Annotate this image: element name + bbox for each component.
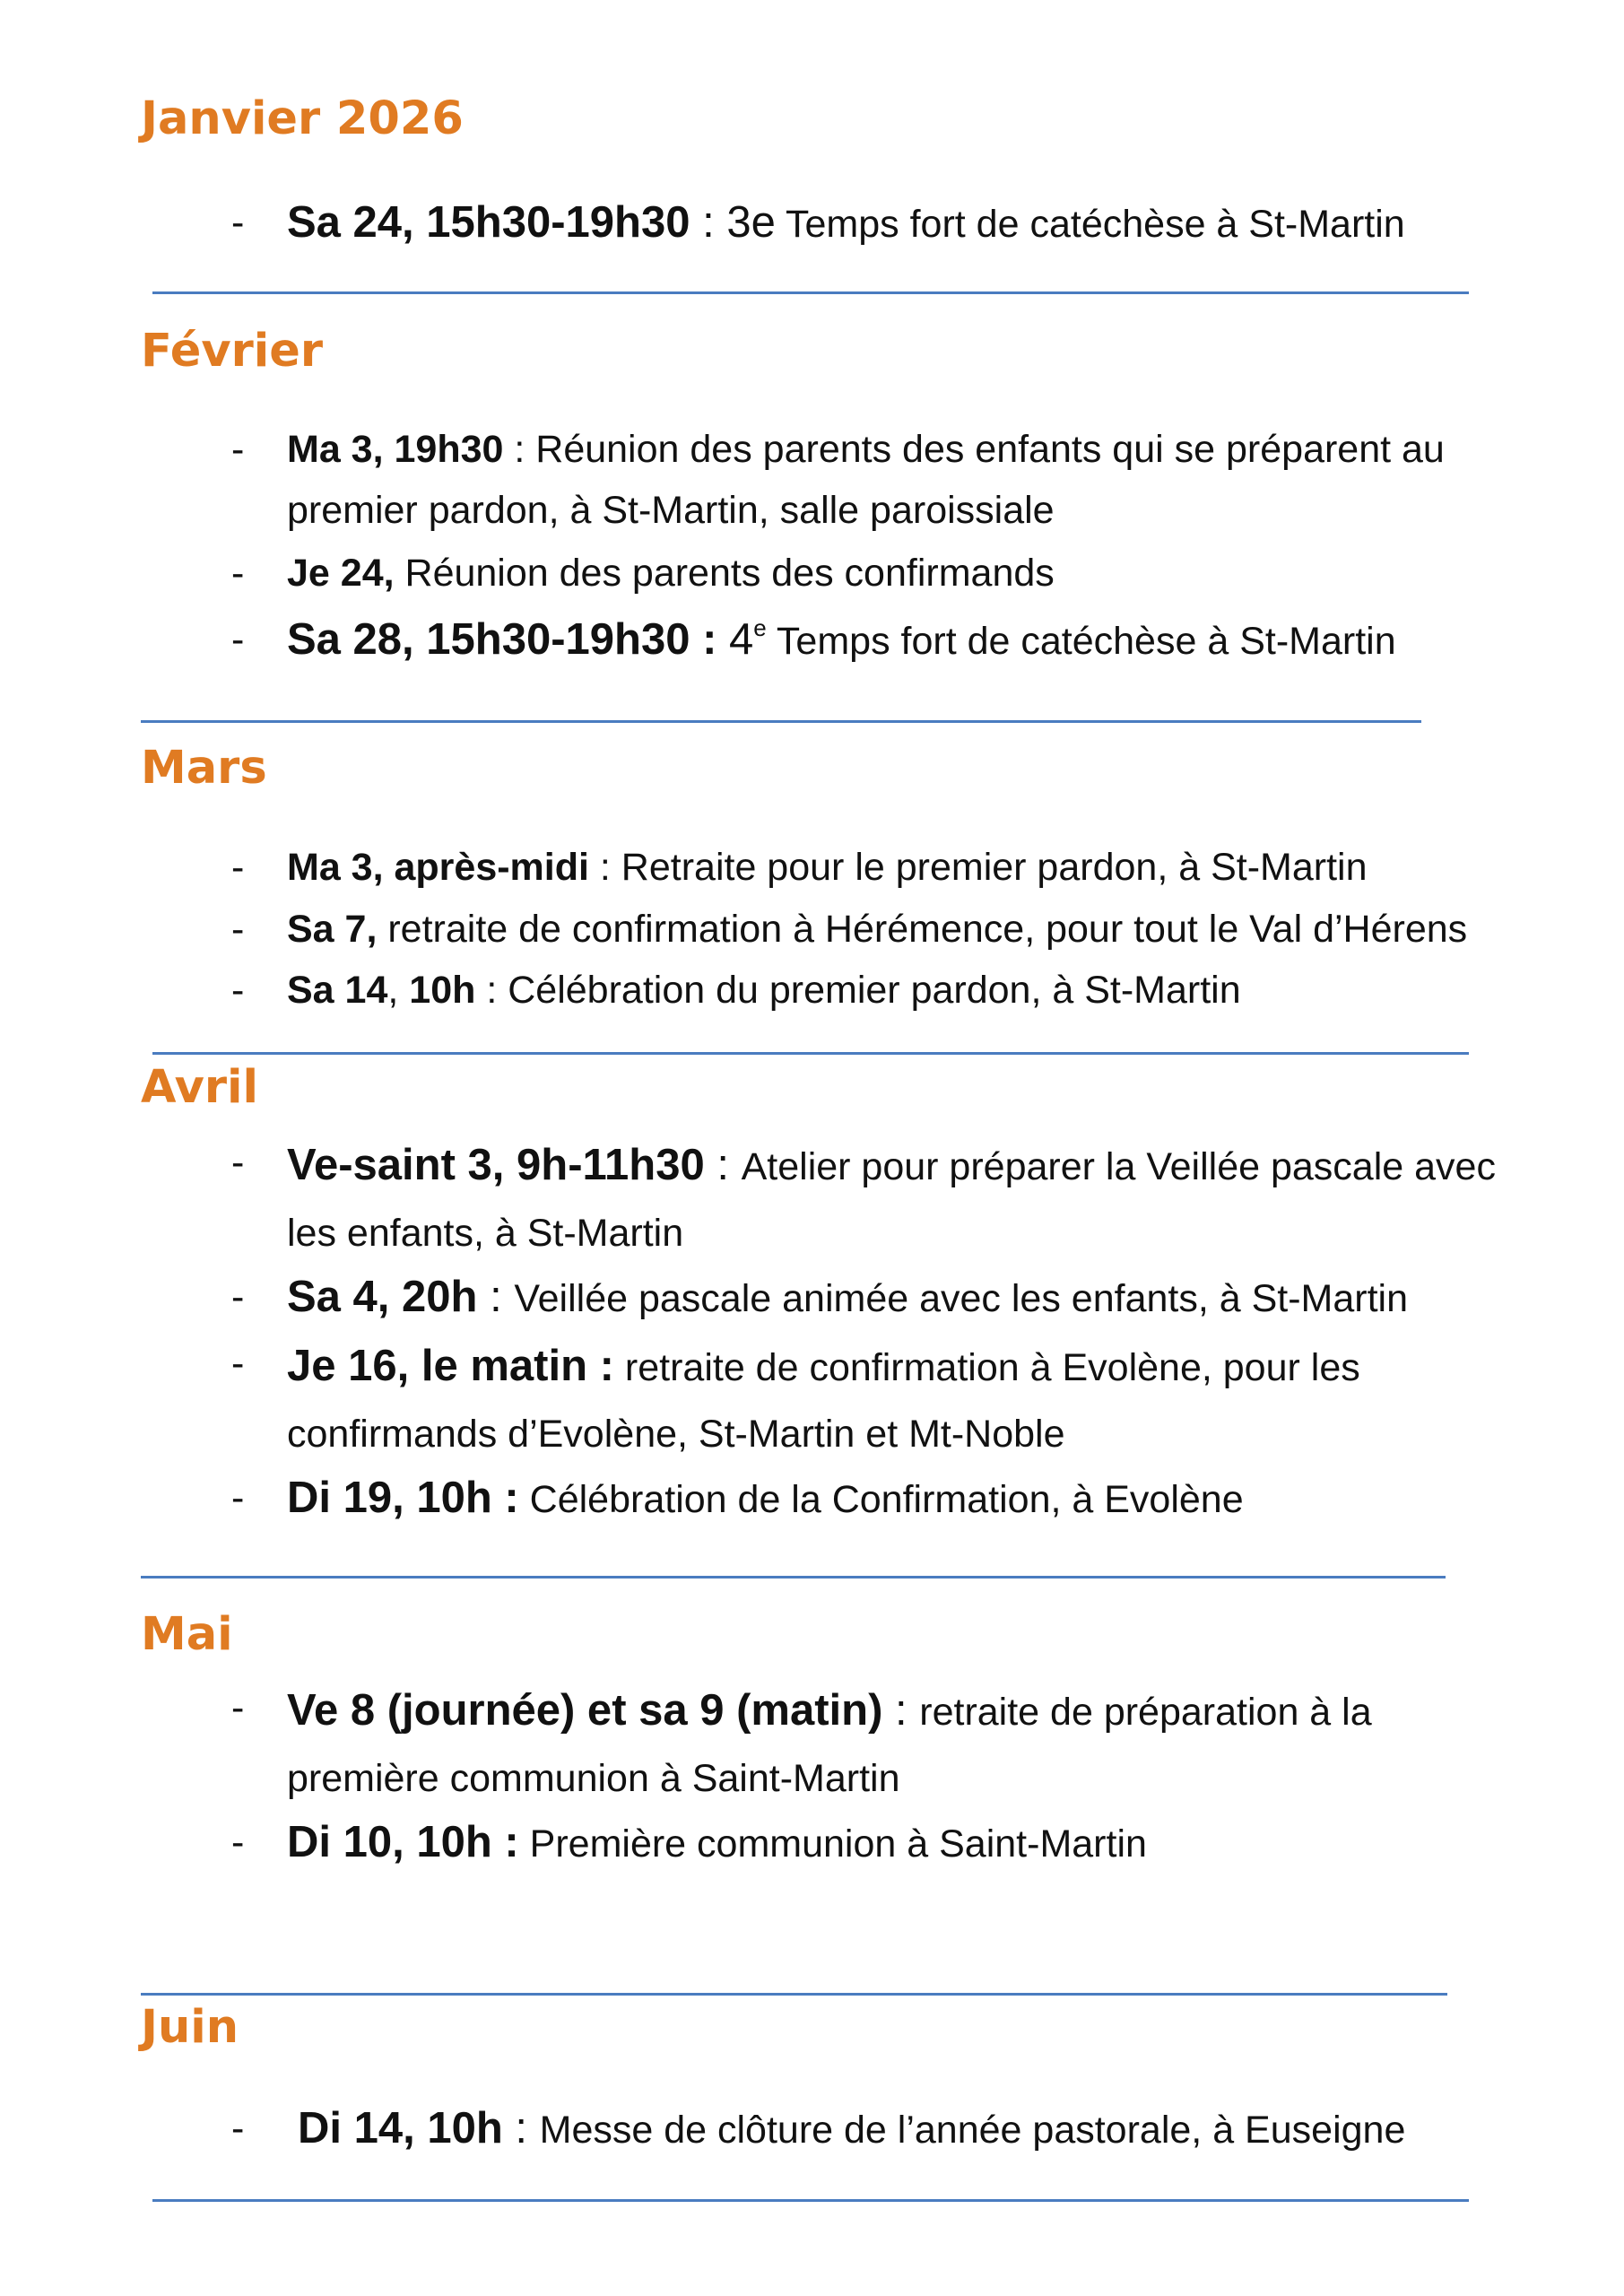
list-dash: - [231,969,245,1012]
event-date: Sa 28, 15h30-19h30 : [287,615,717,664]
event-description: Réunion des parents des confirmands [394,552,1055,595]
section-divider [152,2199,1469,2202]
list-dash: - [231,1141,245,1184]
event-item [231,609,1532,672]
list-dash: - [231,1275,245,1318]
month-heading-juin: Juin [141,2001,239,2054]
event-item [231,2098,1532,2161]
event-description: Atelier pour préparer la Veillée pascale avec les enfants, à St-Martin [287,1145,1496,1255]
list-dash: - [231,1342,245,1385]
list-dash: - [231,846,245,889]
list-dash: - [231,201,245,244]
event-item [231,419,1532,541]
event-item [231,899,1532,960]
event-description: Première communion à Saint-Martin [518,1822,1147,1866]
list-dash: - [231,908,245,951]
event-date: Je 16, le matin : [287,1342,614,1390]
list-dash: - [231,428,245,471]
event-description: retraite de confirmation à Hérémence, pour tout le Val d’Hérens [377,908,1468,951]
event-description: : Retraite pour le premier pardon, à St-Martin [588,846,1368,889]
event-date: Sa 14 [287,969,388,1012]
event-item [231,837,1532,898]
list-dash: - [231,1476,245,1519]
event-time: 10h [409,969,476,1012]
event-ordinal: 4 [716,615,754,664]
section-divider [141,720,1421,723]
event-date: Ve-saint 3, 9h-11h30 [287,1141,705,1189]
event-item [231,543,1532,604]
month-heading-janvier: Janvier 2026 [141,92,464,145]
event-date: Di 10, 10h : [287,1818,519,1866]
month-heading-mars: Mars [141,742,267,795]
event-item [231,1333,1532,1467]
event-separator: : [882,1686,920,1735]
event-description: : Célébration du premier pardon, à St-Martin [475,969,1241,1012]
event-date: Je 24, [287,552,395,595]
event-date: Sa 24, 15h30-19h30 [287,198,690,247]
list-dash: - [231,1686,245,1729]
list-dash: - [231,552,245,595]
event-separator: : [690,198,727,247]
month-heading-mai: Mai [141,1608,233,1661]
list-dash: - [231,618,245,661]
event-date: Ve 8 (journée) et sa 9 (matin) [287,1686,883,1735]
event-description: Veillée pascale animée avec les enfants, à St-Martin [514,1277,1409,1320]
event-item [231,1467,1532,1530]
event-description: retraite de préparation à la première communion à Saint-Martin [287,1691,1372,1800]
event-description: Célébration de la Confirmation, à Evolène [518,1478,1244,1521]
event-description: Temps fort de catéchèse à St-Martin [775,203,1405,246]
event-separator: : [477,1273,515,1321]
event-ordinal: 3e [726,198,776,247]
event-date: Sa 4, 20h [287,1273,478,1321]
ordinal-suffix: e [753,614,767,641]
event-item [231,1266,1532,1329]
event-item [231,960,1532,1021]
event-item [231,1812,1532,1874]
event-description: Temps fort de catéchèse à St-Martin [766,620,1396,663]
event-date: Ma 3, après-midi [287,846,589,889]
event-item [231,1677,1532,1812]
event-date: Di 19, 10h : [287,1474,519,1522]
event-description: retraite de confirmation à Evolène, pour les confirmands d’Evolène, St-Martin et Mt-Noble [287,1346,1360,1456]
month-heading-fevrier: Février [141,325,323,378]
event-date: Di 14, 10h [298,2104,503,2152]
event-item [231,192,1532,255]
section-divider [152,1052,1469,1055]
event-description: Messe de clôture de l’année pastorale, à Euseigne [539,2109,1406,2152]
section-divider [152,291,1469,294]
event-separator: : [502,2104,540,2152]
list-dash: - [231,1821,245,1864]
event-description: : Réunion des parents des enfants qui se préparent au premier pardon, à St-Martin, salle paroissiale [287,428,1445,532]
list-dash: - [231,2107,245,2150]
section-divider [141,1576,1446,1578]
section-divider [141,1993,1447,1996]
event-separator: : [704,1141,742,1189]
event-item [231,1132,1532,1266]
event-separator: , [387,969,410,1012]
month-heading-avril: Avril [141,1061,259,1114]
event-date: Ma 3, 19h30 [287,428,504,471]
event-date: Sa 7, [287,908,378,951]
